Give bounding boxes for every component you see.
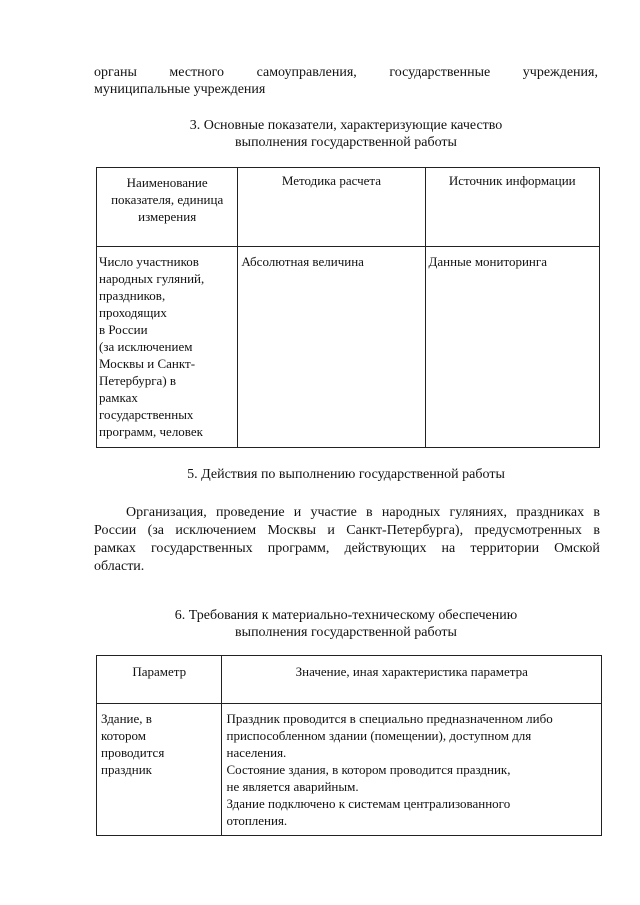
section6-title-line-2: выполнения государственной работы: [235, 625, 457, 640]
intro-word: учреждения,: [522, 65, 598, 80]
word: (за: [147, 523, 164, 538]
section6-title-line-1: 6. Требования к материально-техническому обеспечению: [174, 608, 518, 623]
header-cell: [97, 656, 222, 704]
word: Санкт-Петербурга),: [346, 523, 464, 538]
table-cell: [97, 247, 238, 448]
table-row: [97, 704, 602, 836]
table-cell: [97, 704, 222, 836]
section6-title: [94, 607, 598, 641]
word: в: [593, 505, 600, 520]
header-cell: [222, 656, 602, 704]
word: участие: [310, 505, 357, 520]
intro-word: самоуправления,: [256, 65, 357, 80]
section5-paragraph: [94, 504, 600, 576]
indicator-name: Число участников народных гуляний, праздников, проходящих в России (за исключением Москвы и Санкт- Петербурга) в рамках государственных программ, человек: [99, 254, 205, 439]
header-cell: [97, 168, 238, 247]
table-cell: [425, 247, 599, 448]
word: России: [94, 523, 137, 538]
table-header-row: [97, 656, 602, 704]
header-cell: [238, 168, 425, 247]
intro-word: местного: [169, 65, 225, 80]
parameter-name: Здание, в котором проводится праздник: [101, 711, 165, 777]
table-row: [97, 247, 600, 448]
header-source: Источник информации: [448, 173, 576, 188]
word: Москвы: [267, 523, 316, 538]
paragraph-line: [94, 522, 600, 540]
calculation-method: Абсолютная величина: [241, 254, 364, 269]
word: и: [293, 505, 302, 520]
information-source: Данные мониторинга: [428, 254, 547, 269]
header-parameter: Параметр: [132, 664, 187, 679]
section3-title: [94, 117, 598, 151]
word: рамках: [94, 541, 136, 556]
table-header-row: [97, 168, 600, 247]
word: народных: [381, 505, 441, 520]
table-cell: [238, 247, 425, 448]
word: государственных: [150, 541, 253, 556]
word: проведение: [215, 505, 285, 520]
table-cell: [222, 704, 602, 836]
word: действующих: [344, 541, 427, 556]
word: Омской: [554, 541, 600, 556]
header-value: Значение, иная характеристика параметра: [295, 664, 528, 679]
intro-line-1: [94, 64, 598, 81]
section3-title-line-1: 3. Основные показатели, характеризующие качество: [189, 118, 503, 133]
word: гуляниях,: [449, 505, 507, 520]
intro-word: органы: [94, 65, 137, 80]
word: исключением: [175, 523, 257, 538]
word: программ,: [267, 541, 330, 556]
paragraph-line-last: области.: [94, 559, 145, 574]
word: предусмотренных: [474, 523, 582, 538]
word: Организация,: [126, 505, 207, 520]
paragraph-line: [94, 504, 600, 522]
requirements-table: [96, 655, 602, 836]
word: в: [593, 523, 600, 538]
header-cell: [425, 168, 599, 247]
intro-line-2: муниципальные учреждения: [94, 82, 266, 97]
word: территории: [470, 541, 540, 556]
section5-title: 5. Действия по выполнению государственной работы: [187, 467, 505, 482]
header-indicator: Наименование показателя, единица измерения: [111, 175, 224, 224]
intro-word: государственные: [389, 65, 491, 80]
word: и: [327, 523, 335, 538]
word: на: [441, 541, 456, 556]
word: в: [366, 505, 373, 520]
parameter-value: Праздник проводится в специально предназначенном либо приспособленном здании (помещении), доступном для населения. Состояние здания, в котором проводится праздник, не является аварийным. Здание подключено к системам централизованного отопления.: [226, 711, 553, 828]
paragraph-line: [94, 540, 600, 558]
indicators-table: [96, 167, 600, 448]
header-method: Методика расчета: [281, 173, 382, 188]
section3-title-line-2: выполнения государственной работы: [235, 135, 457, 150]
word: праздниках: [516, 505, 585, 520]
